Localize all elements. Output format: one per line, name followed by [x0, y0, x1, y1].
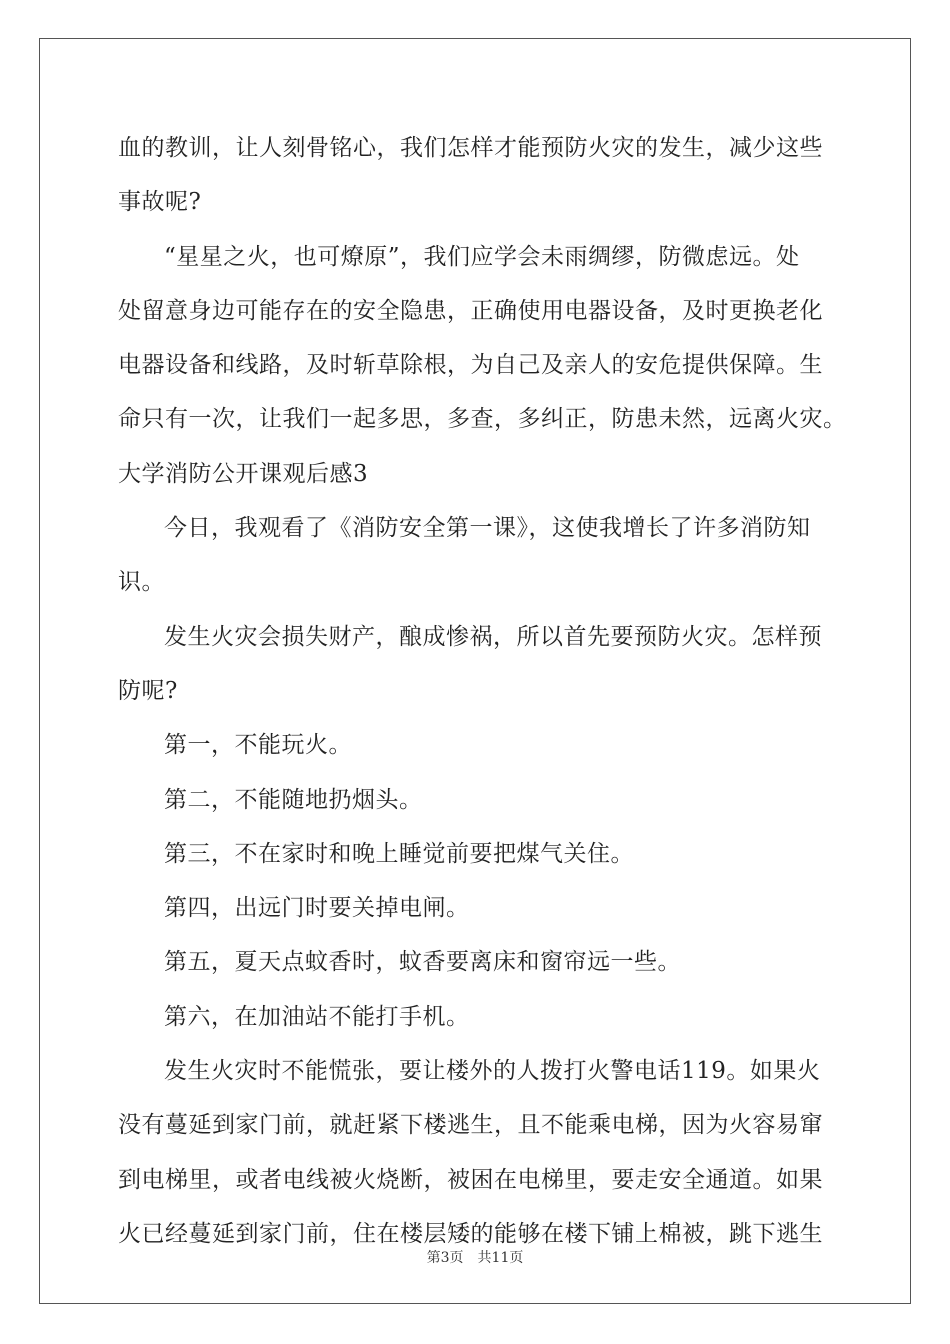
list-item: 第二，不能随地扔烟头。 — [164, 786, 423, 813]
text-line: 火已经蔓延到家门前，住在楼层矮的能够在楼下铺上棉被，跳下逃生 — [118, 1220, 823, 1247]
document-body — [118, 128, 847, 1268]
page-footer — [0, 1247, 950, 1267]
page-number: 第3页 — [426, 1250, 464, 1266]
text-line: 血的教训，让人刻骨铭心，我们怎样才能预防火灾的发生，减少这些 — [118, 135, 823, 161]
list-item: 第六，在加油站不能打手机。 — [164, 1003, 470, 1030]
text-line: 发生火灾会损失财产，酿成惨祸，所以首先要预防火灾。怎样预 — [164, 623, 822, 650]
list-item: 第一，不能玩火。 — [164, 732, 352, 759]
list-item: 第四，出远门时要关掉电闸。 — [164, 895, 470, 922]
text-line: 电器设备和线路，及时斩草除根，为自己及亲人的安危提供保障。生 — [118, 352, 823, 379]
text-line: 命只有一次，让我们一起多思，多查，多纠正，防患未然，远离火灾。 — [118, 406, 847, 433]
text-line: “星星之火，也可燎原”，我们应学会未雨绸缪，防微虑远。处 — [164, 243, 800, 270]
text-line: 事故呢? — [118, 189, 202, 216]
text-line: 到电梯里，或者电线被火烧断，被困在电梯里，要走安全通道。如果 — [118, 1166, 823, 1193]
text-line: 识。 — [118, 569, 165, 596]
text-line: 没有蔓延到家门前，就赶紧下楼逃生，且不能乘电梯，因为火容易窜 — [118, 1112, 823, 1139]
page-total: 共11页 — [477, 1250, 524, 1266]
text-line: 处留意身边可能存在的安全隐患，正确使用电器设备，及时更换老化 — [118, 297, 823, 324]
section-heading: 大学消防公开课观后感3 — [118, 460, 369, 487]
list-item: 第五，夏天点蚊香时，蚊香要离床和窗帘远一些。 — [164, 949, 681, 976]
list-item: 第三，不在家时和晚上睡觉前要把煤气关住。 — [164, 840, 634, 867]
text-line: 今日，我观看了《消防安全第一课》，这使我增长了许多消防知 — [164, 515, 811, 542]
text-line: 防呢? — [118, 677, 178, 704]
text-line: 发生火灾时不能慌张，要让楼外的人拨打火警电话119。如果火 — [164, 1058, 821, 1085]
